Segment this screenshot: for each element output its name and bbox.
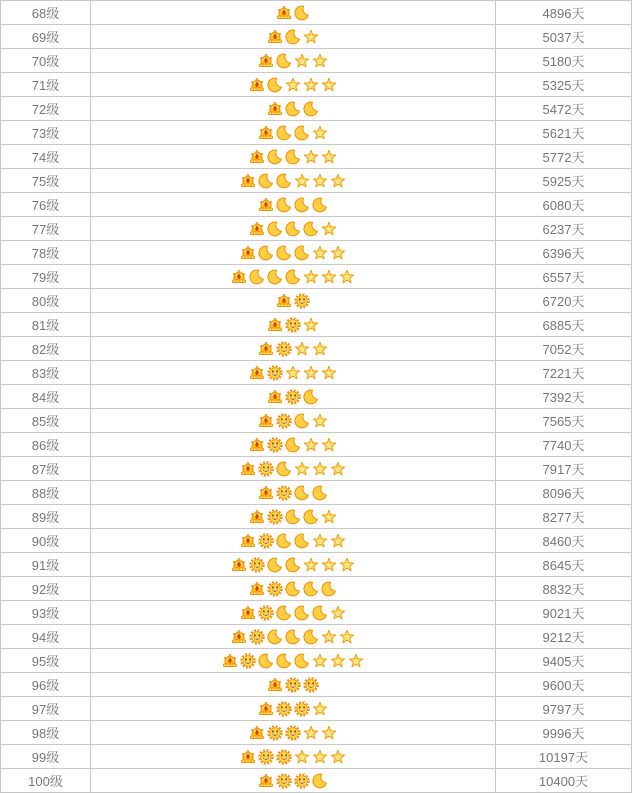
table-row	[1, 241, 632, 265]
crown-icon	[267, 677, 283, 693]
table-row	[1, 433, 632, 457]
days-cell: 6080天	[496, 193, 632, 217]
icons-cell	[91, 409, 496, 433]
icons-cell	[91, 433, 496, 457]
days-cell: 9405天	[496, 649, 632, 673]
crown-icon	[231, 269, 247, 285]
icons-cell	[91, 505, 496, 529]
crown-icon	[240, 173, 256, 189]
icons-cell	[91, 337, 496, 361]
level-cell: 72级	[1, 97, 91, 121]
star-icon	[312, 173, 328, 189]
sun-icon	[258, 533, 274, 549]
table-row	[1, 361, 632, 385]
moon-icon	[312, 605, 328, 621]
icons-cell	[91, 385, 496, 409]
days-cell: 6557天	[496, 265, 632, 289]
sun-icon	[276, 341, 292, 357]
table-row	[1, 649, 632, 673]
sun-icon	[303, 677, 319, 693]
icons-cell	[91, 769, 496, 793]
table-row	[1, 169, 632, 193]
level-cell: 71级	[1, 73, 91, 97]
star-icon	[303, 317, 319, 333]
icons-cell	[91, 673, 496, 697]
table-row	[1, 25, 632, 49]
level-cell: 75级	[1, 169, 91, 193]
table-row	[1, 697, 632, 721]
moon-icon	[294, 653, 310, 669]
level-cell: 78级	[1, 241, 91, 265]
moon-icon	[312, 485, 328, 501]
star-icon	[312, 53, 328, 69]
days-cell: 8096天	[496, 481, 632, 505]
moon-icon	[258, 173, 274, 189]
crown-icon	[267, 389, 283, 405]
crown-icon	[240, 749, 256, 765]
moon-icon	[276, 197, 292, 213]
star-icon	[312, 701, 328, 717]
icons-cell	[91, 553, 496, 577]
level-cell: 96级	[1, 673, 91, 697]
star-icon	[330, 173, 346, 189]
moon-icon	[276, 53, 292, 69]
sun-icon	[267, 365, 283, 381]
star-icon	[339, 557, 355, 573]
star-icon	[312, 341, 328, 357]
days-cell: 9212天	[496, 625, 632, 649]
moon-icon	[285, 101, 301, 117]
icons-cell	[91, 361, 496, 385]
sun-icon	[285, 725, 301, 741]
icons-cell	[91, 577, 496, 601]
level-cell: 85级	[1, 409, 91, 433]
crown-icon	[249, 77, 265, 93]
moon-icon	[285, 221, 301, 237]
star-icon	[303, 365, 319, 381]
level-cell: 70级	[1, 49, 91, 73]
days-cell: 10400天	[496, 769, 632, 793]
moon-icon	[303, 629, 319, 645]
star-icon	[330, 461, 346, 477]
table-row	[1, 673, 632, 697]
star-icon	[330, 245, 346, 261]
level-cell: 97级	[1, 697, 91, 721]
table-row	[1, 505, 632, 529]
moon-icon	[285, 509, 301, 525]
star-icon	[285, 77, 301, 93]
level-cell: 73级	[1, 121, 91, 145]
days-cell: 8645天	[496, 553, 632, 577]
moon-icon	[321, 581, 337, 597]
crown-icon	[258, 125, 274, 141]
moon-icon	[267, 149, 283, 165]
icons-cell	[91, 1, 496, 25]
moon-icon	[285, 629, 301, 645]
star-icon	[303, 149, 319, 165]
sun-icon	[267, 437, 283, 453]
moon-icon	[258, 245, 274, 261]
level-cell: 92级	[1, 577, 91, 601]
sun-icon	[240, 653, 256, 669]
moon-icon	[294, 5, 310, 21]
crown-icon	[240, 605, 256, 621]
icons-cell	[91, 169, 496, 193]
level-cell: 91级	[1, 553, 91, 577]
star-icon	[321, 725, 337, 741]
crown-icon	[276, 5, 292, 21]
crown-icon	[258, 341, 274, 357]
moon-icon	[303, 389, 319, 405]
level-cell: 69级	[1, 25, 91, 49]
level-cell: 76级	[1, 193, 91, 217]
sun-icon	[294, 293, 310, 309]
table-row	[1, 601, 632, 625]
star-icon	[312, 749, 328, 765]
sun-icon	[294, 773, 310, 789]
star-icon	[321, 149, 337, 165]
sun-icon	[285, 317, 301, 333]
moon-icon	[258, 653, 274, 669]
moon-icon	[285, 437, 301, 453]
star-icon	[294, 173, 310, 189]
moon-icon	[294, 485, 310, 501]
level-cell: 94级	[1, 625, 91, 649]
star-icon	[312, 413, 328, 429]
crown-icon	[249, 149, 265, 165]
table-row	[1, 1, 632, 25]
sun-icon	[276, 701, 292, 717]
moon-icon	[249, 269, 265, 285]
sun-icon	[267, 509, 283, 525]
sun-icon	[276, 773, 292, 789]
days-cell: 8460天	[496, 529, 632, 553]
days-cell: 9797天	[496, 697, 632, 721]
crown-icon	[231, 629, 247, 645]
icons-cell	[91, 697, 496, 721]
moon-icon	[312, 197, 328, 213]
table-row	[1, 289, 632, 313]
star-icon	[303, 725, 319, 741]
table-row	[1, 385, 632, 409]
icons-cell	[91, 265, 496, 289]
sun-icon	[285, 677, 301, 693]
days-cell: 5037天	[496, 25, 632, 49]
days-cell: 7917天	[496, 457, 632, 481]
level-cell: 90级	[1, 529, 91, 553]
days-cell: 9996天	[496, 721, 632, 745]
star-icon	[321, 557, 337, 573]
star-icon	[303, 269, 319, 285]
sun-icon	[258, 605, 274, 621]
crown-icon	[267, 317, 283, 333]
moon-icon	[294, 413, 310, 429]
level-cell: 80级	[1, 289, 91, 313]
moon-icon	[276, 461, 292, 477]
crown-icon	[258, 413, 274, 429]
moon-icon	[303, 221, 319, 237]
level-cell: 68级	[1, 1, 91, 25]
star-icon	[294, 749, 310, 765]
days-cell: 4896天	[496, 1, 632, 25]
crown-icon	[276, 293, 292, 309]
crown-icon	[249, 581, 265, 597]
crown-icon	[267, 101, 283, 117]
moon-icon	[276, 653, 292, 669]
icons-cell	[91, 217, 496, 241]
table-row	[1, 313, 632, 337]
star-icon	[330, 605, 346, 621]
days-cell: 6885天	[496, 313, 632, 337]
moon-icon	[294, 197, 310, 213]
days-cell: 7565天	[496, 409, 632, 433]
star-icon	[330, 653, 346, 669]
icons-cell	[91, 25, 496, 49]
icons-cell	[91, 121, 496, 145]
sun-icon	[285, 389, 301, 405]
moon-icon	[285, 149, 301, 165]
table-row	[1, 73, 632, 97]
table-row	[1, 529, 632, 553]
star-icon	[321, 437, 337, 453]
crown-icon	[258, 485, 274, 501]
crown-icon	[249, 437, 265, 453]
days-cell: 5925天	[496, 169, 632, 193]
sun-icon	[258, 461, 274, 477]
table-row	[1, 553, 632, 577]
star-icon	[330, 749, 346, 765]
days-cell: 8832天	[496, 577, 632, 601]
table-row	[1, 217, 632, 241]
table-row	[1, 625, 632, 649]
table-row	[1, 121, 632, 145]
days-cell: 6237天	[496, 217, 632, 241]
star-icon	[285, 365, 301, 381]
level-cell: 88级	[1, 481, 91, 505]
moon-icon	[285, 581, 301, 597]
star-icon	[321, 365, 337, 381]
crown-icon	[258, 53, 274, 69]
crown-icon	[222, 653, 238, 669]
sun-icon	[249, 629, 265, 645]
moon-icon	[303, 509, 319, 525]
table-row	[1, 265, 632, 289]
crown-icon	[240, 245, 256, 261]
days-cell: 5325天	[496, 73, 632, 97]
crown-icon	[249, 221, 265, 237]
sun-icon	[258, 749, 274, 765]
moon-icon	[276, 173, 292, 189]
moon-icon	[285, 557, 301, 573]
level-cell: 81级	[1, 313, 91, 337]
moon-icon	[267, 221, 283, 237]
crown-icon	[240, 461, 256, 477]
crown-icon	[258, 701, 274, 717]
days-cell: 5472天	[496, 97, 632, 121]
sun-icon	[294, 701, 310, 717]
star-icon	[303, 29, 319, 45]
table-row	[1, 457, 632, 481]
table-row	[1, 337, 632, 361]
days-cell: 7052天	[496, 337, 632, 361]
table-row	[1, 577, 632, 601]
moon-icon	[285, 29, 301, 45]
moon-icon	[267, 629, 283, 645]
icons-cell	[91, 97, 496, 121]
table-row	[1, 721, 632, 745]
star-icon	[321, 509, 337, 525]
level-table-body	[1, 1, 632, 793]
sun-icon	[276, 749, 292, 765]
days-cell: 5180天	[496, 49, 632, 73]
moon-icon	[276, 245, 292, 261]
star-icon	[312, 245, 328, 261]
table-row	[1, 145, 632, 169]
table-row	[1, 769, 632, 793]
icons-cell	[91, 289, 496, 313]
crown-icon	[249, 509, 265, 525]
crown-icon	[249, 725, 265, 741]
days-cell: 7740天	[496, 433, 632, 457]
moon-icon	[276, 605, 292, 621]
sun-icon	[267, 581, 283, 597]
icons-cell	[91, 649, 496, 673]
moon-icon	[303, 101, 319, 117]
icons-cell	[91, 73, 496, 97]
days-cell: 8277天	[496, 505, 632, 529]
moon-icon	[267, 269, 283, 285]
icons-cell	[91, 457, 496, 481]
star-icon	[303, 77, 319, 93]
days-cell: 9021天	[496, 601, 632, 625]
level-cell: 99级	[1, 745, 91, 769]
star-icon	[339, 629, 355, 645]
icons-cell	[91, 49, 496, 73]
sun-icon	[267, 725, 283, 741]
table-row	[1, 49, 632, 73]
star-icon	[312, 125, 328, 141]
icons-cell	[91, 481, 496, 505]
days-cell: 6396天	[496, 241, 632, 265]
moon-icon	[294, 125, 310, 141]
level-cell: 74级	[1, 145, 91, 169]
level-cell: 89级	[1, 505, 91, 529]
star-icon	[348, 653, 364, 669]
sun-icon	[276, 485, 292, 501]
star-icon	[321, 269, 337, 285]
level-cell: 84级	[1, 385, 91, 409]
days-cell: 6720天	[496, 289, 632, 313]
sun-icon	[276, 413, 292, 429]
star-icon	[312, 533, 328, 549]
moon-icon	[303, 581, 319, 597]
moon-icon	[267, 77, 283, 93]
table-row	[1, 745, 632, 769]
crown-icon	[258, 197, 274, 213]
level-cell: 79级	[1, 265, 91, 289]
icons-cell	[91, 745, 496, 769]
moon-icon	[312, 773, 328, 789]
table-row	[1, 481, 632, 505]
level-cell: 93级	[1, 601, 91, 625]
crown-icon	[249, 365, 265, 381]
sun-icon	[249, 557, 265, 573]
crown-icon	[258, 773, 274, 789]
days-cell: 7392天	[496, 385, 632, 409]
days-cell: 5621天	[496, 121, 632, 145]
level-cell: 82级	[1, 337, 91, 361]
days-cell: 10197天	[496, 745, 632, 769]
icons-cell	[91, 313, 496, 337]
level-cell: 77级	[1, 217, 91, 241]
level-cell: 83级	[1, 361, 91, 385]
table-row	[1, 409, 632, 433]
star-icon	[312, 653, 328, 669]
star-icon	[321, 77, 337, 93]
table-row	[1, 193, 632, 217]
icons-cell	[91, 241, 496, 265]
star-icon	[312, 461, 328, 477]
icons-cell	[91, 145, 496, 169]
star-icon	[339, 269, 355, 285]
level-cell: 98级	[1, 721, 91, 745]
moon-icon	[294, 533, 310, 549]
icons-cell	[91, 601, 496, 625]
icons-cell	[91, 529, 496, 553]
moon-icon	[285, 269, 301, 285]
star-icon	[294, 461, 310, 477]
star-icon	[294, 53, 310, 69]
star-icon	[303, 557, 319, 573]
table-row	[1, 97, 632, 121]
days-cell: 7221天	[496, 361, 632, 385]
star-icon	[303, 437, 319, 453]
moon-icon	[267, 557, 283, 573]
crown-icon	[240, 533, 256, 549]
star-icon	[321, 629, 337, 645]
level-cell: 86级	[1, 433, 91, 457]
star-icon	[330, 533, 346, 549]
crown-icon	[267, 29, 283, 45]
moon-icon	[276, 533, 292, 549]
star-icon	[294, 341, 310, 357]
level-cell: 100级	[1, 769, 91, 793]
moon-icon	[294, 605, 310, 621]
moon-icon	[276, 125, 292, 141]
level-cell: 95级	[1, 649, 91, 673]
icons-cell	[91, 193, 496, 217]
moon-icon	[294, 245, 310, 261]
icons-cell	[91, 625, 496, 649]
days-cell: 5772天	[496, 145, 632, 169]
days-cell: 9600天	[496, 673, 632, 697]
icons-cell	[91, 721, 496, 745]
star-icon	[321, 221, 337, 237]
level-cell: 87级	[1, 457, 91, 481]
crown-icon	[231, 557, 247, 573]
